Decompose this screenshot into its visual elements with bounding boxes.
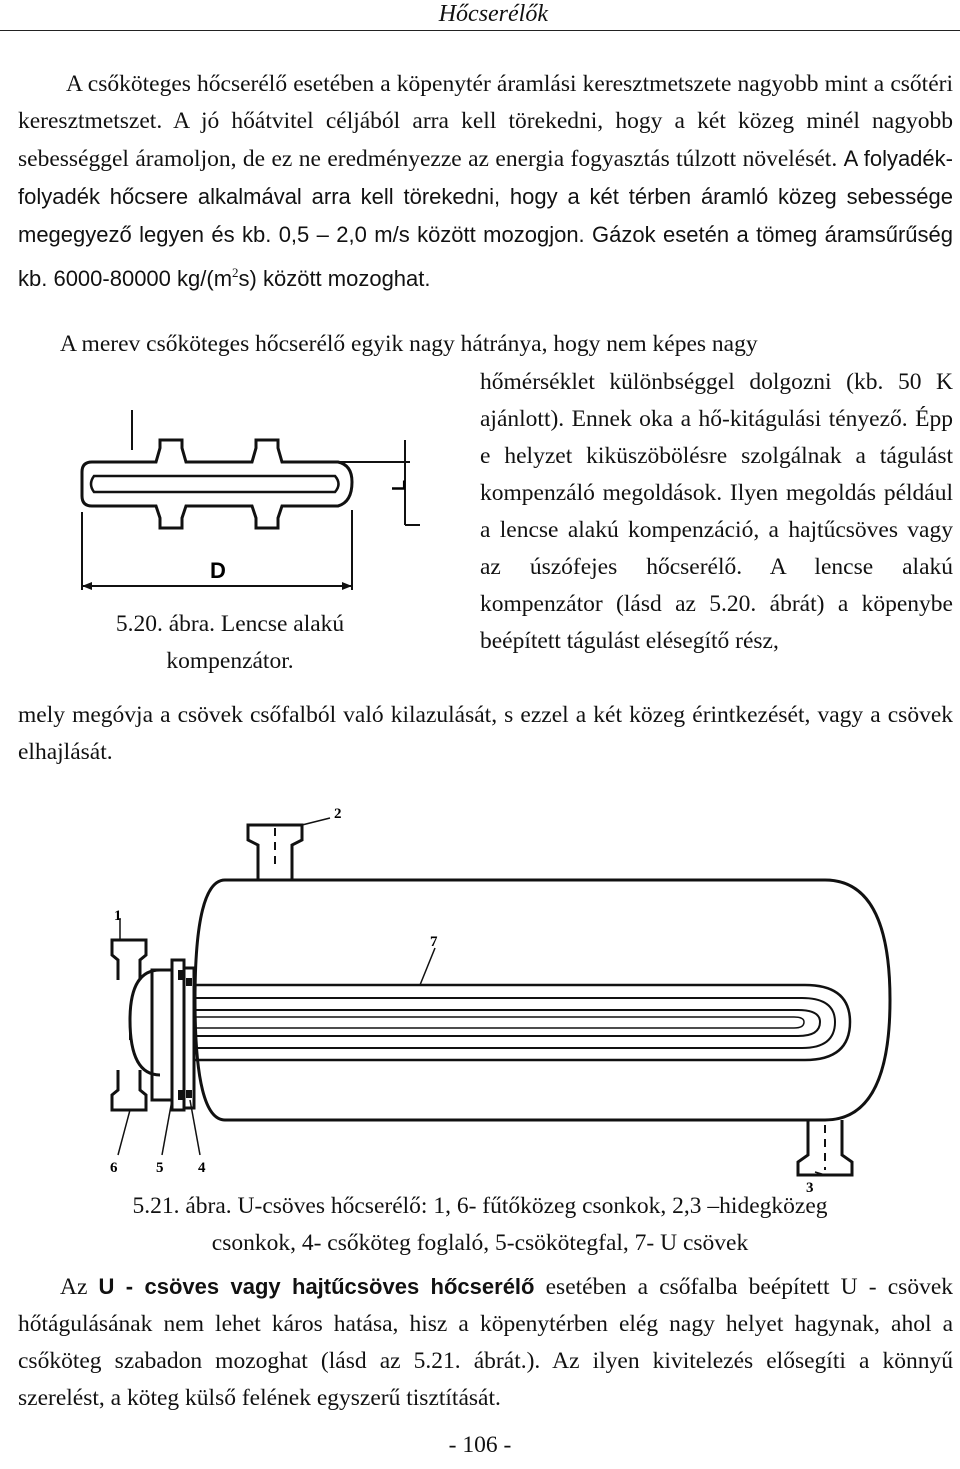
paragraph-1 — [18, 66, 953, 298]
label-2: 2 — [334, 806, 342, 822]
figure2-caption-line1: 5.21. ábra. U-csöves hőcserélő: 1, 6- fűtőközeg csonkok, 2,3 –hidegközeg — [132, 1193, 828, 1219]
figure1-caption-line1: 5.20. ábra. Lencse alakú — [115, 611, 345, 637]
paragraph-3 — [18, 1268, 953, 1417]
para3-pre: Az — [60, 1274, 99, 1300]
paragraph-2-wrapped-block: hőmérséklet különbséggel dolgozni (kb. 50 K ajánlott). Ennek oka a hő-kitágulási tényező. Épp e helyzet kiküszöbölésre szolgálnak a tágulást kompenzáló megoldások. Ilyen megoldás például a lencse alakú kompenzáció, a hajtűcsöves vagy az úszófejes hőcserélő. A lencse alakú kompenzátor (lásd az 5.20. ábrát) a köpenybe beépített tágulást elésegítő rész, — [480, 369, 953, 654]
label-1: 1 — [114, 908, 122, 924]
figure1-caption-line2: kompenzátor. — [166, 648, 294, 674]
label-3: 3 — [806, 1180, 814, 1196]
para1-text-a: A csőköteges hőcserélő esetében a köpenytér áramlási keresztmetszete nagyobb mint a csőtéri keresztmetszet. A jó hőátvitel céljából arra kell törekedni, hogy a két közeg minél nagyobb sebességgel áramoljon, de ez ne eredményezze az energia fogyasztás túlzott növelését. — [18, 71, 953, 172]
dimension-label-side: L — [389, 480, 409, 491]
label-7: 7 — [430, 934, 438, 950]
figure-5-21-caption — [40, 1188, 920, 1262]
para1-text-c: s) között mozoghat. — [238, 265, 431, 291]
para3-post: esetében a csőfalba beépített U - csövek hőtágulásának nem lehet káros hatása, hisz a köpenytérben elég nagy helyet hagynak, ahol a csőköteg szabadon mozoghat (lásd az 5.21. ábrát.). Az ilyen kivitelezés elősegíti a könnyű szerelést, a köteg külső felének egyszerű tisztítását. — [18, 1274, 954, 1411]
u-tube-exchanger-figure — [90, 800, 960, 1196]
figure-5-20-caption — [80, 606, 380, 680]
label-6: 6 — [110, 1160, 118, 1176]
para1-text-b: A folyadék-folyadék hőcsere alkalmával arra kell törekedni, hogy a két térben áramló közeg sebessége megegyező legyen és kb. 0,5 – 2,0 m/s között mozogjon. Gázok esetén a tömeg áramsűrűség kb. 6000-80000 kg/(m — [18, 146, 953, 291]
page-number: - 106 - — [448, 1432, 512, 1458]
lens-compensator-figure — [70, 410, 430, 620]
dimension-label-D: D — [210, 558, 226, 583]
paragraph-2-line-c: mely megóvja a csövek csőfalból való kilazulását, s ezzel a két közeg érintkezését, vagy a csövek elhajlását. — [18, 702, 953, 765]
header-title: Hőcserélők — [438, 1, 548, 27]
header-rule — [0, 30, 960, 31]
paragraph-2-line-a: A merev csőköteges hőcserélő egyik nagy hátránya, hogy nem képes nagy — [60, 331, 758, 357]
figure2-caption-line2: csonkok, 4- csőköteg foglaló, 5-csökötegfal, 7- U csövek — [211, 1230, 749, 1256]
label-5: 5 — [156, 1160, 164, 1176]
para1-superscript: 2 — [232, 265, 239, 280]
para3-bold-term: U - csöves vagy hajtűcsöves hőcserélő — [98, 1274, 535, 1299]
label-4: 4 — [198, 1160, 206, 1176]
page-header — [0, 0, 960, 31]
